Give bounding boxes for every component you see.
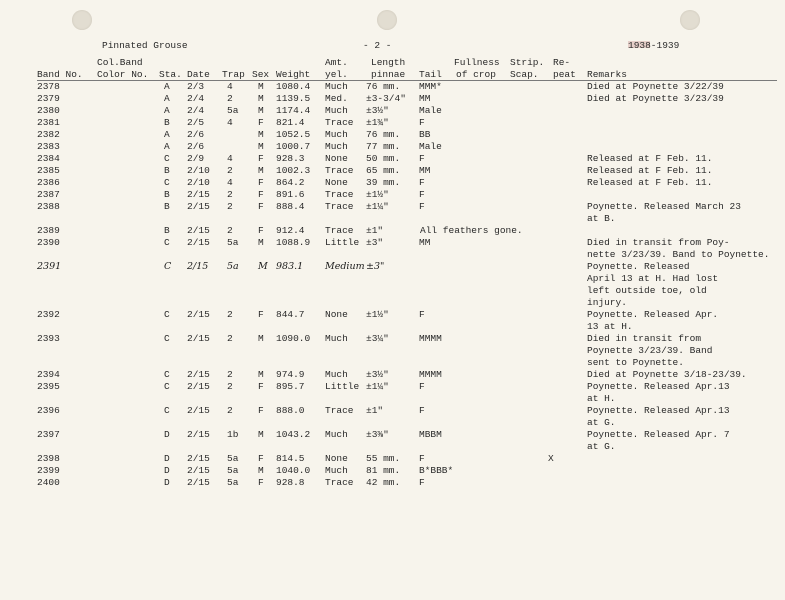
date-cell: 2/6 xyxy=(187,129,205,140)
weight-cell: 864.2 xyxy=(276,177,305,188)
remarks-cell xyxy=(587,177,712,189)
remarks-cell xyxy=(587,369,747,381)
sex-cell: F xyxy=(258,309,264,320)
pinnae-length-cell: 65 mm. xyxy=(366,165,401,176)
station-cell: B xyxy=(164,225,170,236)
tail-cell: F xyxy=(419,117,425,128)
band-no-cell: 2380 xyxy=(37,105,60,116)
remarks-line: Died in transit from Poy- xyxy=(587,237,730,248)
crop-fullness-cell: All feathers gone. xyxy=(420,225,523,236)
tail-cell: F xyxy=(419,201,425,212)
remarks-line: Poynette. Released Apr.13 xyxy=(587,381,730,392)
amount-yellow-cell: None xyxy=(325,453,348,464)
amount-yellow-cell: Trace xyxy=(325,405,354,416)
date-cell: 2/15 xyxy=(187,261,209,272)
weight-cell: 821.4 xyxy=(276,117,305,128)
band-no-cell: 2381 xyxy=(37,117,60,128)
date-cell: 2/15 xyxy=(187,189,210,200)
tail-cell: B*BBB* xyxy=(419,465,454,476)
tail-cell: Male xyxy=(419,141,442,152)
trap-cell: 2 xyxy=(227,333,233,344)
tail-cell: F xyxy=(419,309,425,320)
weight-cell: 1174.4 xyxy=(276,105,311,116)
tail-cell: MM xyxy=(419,237,431,248)
tail-cell: MMM* xyxy=(419,81,442,92)
header-sta: Sta. xyxy=(159,69,182,80)
trap-cell: 2 xyxy=(227,93,233,104)
remarks-line: Died at Poynette 3/22/39 xyxy=(587,81,724,92)
header-amt: Amt. xyxy=(325,57,348,68)
weight-cell: 888.4 xyxy=(276,201,305,212)
trap-cell: 4 xyxy=(227,153,233,164)
weight-cell: 895.7 xyxy=(276,381,305,392)
sex-cell: F xyxy=(258,189,264,200)
remarks-cell xyxy=(587,165,712,177)
amount-yellow-cell: Little xyxy=(325,381,360,392)
remarks-cell xyxy=(587,201,741,225)
header-weight: Weight xyxy=(276,69,311,80)
amount-yellow-cell: Med. xyxy=(325,93,348,104)
date-cell: 2/15 xyxy=(187,429,210,440)
tail-cell: MMMM xyxy=(419,369,442,380)
trap-cell: 2 xyxy=(227,189,233,200)
header-band-no: Band No. xyxy=(37,69,83,80)
station-cell: C xyxy=(164,177,170,188)
date-cell: 2/10 xyxy=(187,177,210,188)
trap-cell: 1b xyxy=(227,429,239,440)
band-no-cell: 2387 xyxy=(37,189,60,200)
station-cell: C xyxy=(164,405,170,416)
header-date: Date xyxy=(187,69,210,80)
station-cell: D xyxy=(164,429,170,440)
remarks-cell xyxy=(587,309,718,333)
pinnae-length-cell: ±3⅜" xyxy=(366,429,389,440)
repeat-cell: X xyxy=(548,453,554,464)
pinnae-length-cell: ±1½" xyxy=(366,189,389,200)
pinnae-length-cell: ±1" xyxy=(366,225,384,236)
tail-cell: F xyxy=(419,453,425,464)
tail-cell: MMMM xyxy=(419,333,442,344)
weight-cell: 814.5 xyxy=(276,453,305,464)
remarks-cell xyxy=(587,81,724,93)
pinnae-length-cell: ±1¾" xyxy=(366,117,389,128)
band-no-cell: 2399 xyxy=(37,465,60,476)
tail-cell: F xyxy=(419,381,425,392)
pinnae-length-cell: 77 mm. xyxy=(366,141,401,152)
band-no-cell: 2394 xyxy=(37,369,60,380)
remarks-line: Died at Poynette 3/18-23/39. xyxy=(587,369,747,380)
tail-cell: BB xyxy=(419,129,431,140)
header-of-crop: of crop xyxy=(456,69,496,80)
remarks-cell xyxy=(587,261,718,309)
sex-cell: F xyxy=(258,381,264,392)
band-no-cell: 2386 xyxy=(37,177,60,188)
sex-cell: M xyxy=(258,237,264,248)
remarks-cell xyxy=(587,381,730,405)
pinnae-length-cell: 55 mm. xyxy=(366,453,401,464)
weight-cell: 1040.0 xyxy=(276,465,311,476)
trap-cell: 5a xyxy=(227,105,239,116)
punch-hole xyxy=(680,10,700,30)
remarks-line: Poynette 3/23/39. Band xyxy=(587,345,713,356)
pinnae-length-cell: ±3" xyxy=(366,237,384,248)
pinnae-length-cell: ±1¼" xyxy=(366,201,389,212)
sex-cell: M xyxy=(258,165,264,176)
tail-cell: MM xyxy=(419,165,431,176)
station-cell: C xyxy=(164,153,170,164)
header-pinnae: pinnae xyxy=(371,69,406,80)
date-cell: 2/6 xyxy=(187,141,205,152)
station-cell: C xyxy=(164,237,170,248)
trap-cell: 5a xyxy=(227,261,239,272)
punch-hole xyxy=(72,10,92,30)
sex-cell: F xyxy=(258,405,264,416)
trap-cell: 2 xyxy=(227,165,233,176)
sex-cell: M xyxy=(258,93,264,104)
tail-cell: F xyxy=(419,177,425,188)
band-no-cell: 2396 xyxy=(37,405,60,416)
amount-yellow-cell: Much xyxy=(325,369,348,380)
tail-cell: MBBM xyxy=(419,429,442,440)
amount-yellow-cell: Much xyxy=(325,129,348,140)
amount-yellow-cell: Much xyxy=(325,81,348,92)
trap-cell: 5a xyxy=(227,237,239,248)
sex-cell: F xyxy=(258,177,264,188)
pinnae-length-cell: 76 mm. xyxy=(366,129,401,140)
amount-yellow-cell: None xyxy=(325,153,348,164)
page-number: - 2 - xyxy=(363,40,392,51)
page-title: Pinnated Grouse xyxy=(102,40,188,51)
header-color-no: Color No. xyxy=(97,69,149,80)
pinnae-length-cell: 39 mm. xyxy=(366,177,401,188)
weight-cell: 974.9 xyxy=(276,369,305,380)
sex-cell: M xyxy=(258,261,268,272)
remarks-line: Released at F Feb. 11. xyxy=(587,153,713,164)
station-cell: C xyxy=(164,309,170,320)
date-cell: 2/15 xyxy=(187,309,210,320)
weight-cell: 1080.4 xyxy=(276,81,311,92)
punch-hole xyxy=(377,10,397,30)
sex-cell: F xyxy=(258,153,264,164)
band-no-cell: 2398 xyxy=(37,453,60,464)
remarks-line: Released at F Feb. 11. xyxy=(587,177,713,188)
date-cell: 2/4 xyxy=(187,105,205,116)
tail-cell: MM xyxy=(419,93,431,104)
weight-cell: 1090.0 xyxy=(276,333,311,344)
sex-cell: M xyxy=(258,105,264,116)
trap-cell: 5a xyxy=(227,453,239,464)
date-cell: 2/15 xyxy=(187,369,210,380)
amount-yellow-cell: Much xyxy=(325,141,348,152)
station-cell: C xyxy=(164,381,170,392)
pinnae-length-cell: 76 mm. xyxy=(366,81,401,92)
date-cell: 2/9 xyxy=(187,153,205,164)
amount-yellow-cell: Much xyxy=(325,429,348,440)
band-no-cell: 2384 xyxy=(37,153,60,164)
amount-yellow-cell: Trace xyxy=(325,225,354,236)
amount-yellow-cell: Much xyxy=(325,333,348,344)
sex-cell: F xyxy=(258,201,264,212)
sex-cell: F xyxy=(258,117,264,128)
date-cell: 2/15 xyxy=(187,225,210,236)
header-peat: peat xyxy=(553,69,576,80)
header-length: Length xyxy=(371,57,406,68)
amount-yellow-cell: None xyxy=(325,177,348,188)
date-cell: 2/15 xyxy=(187,477,210,488)
band-no-cell: 2382 xyxy=(37,129,60,140)
weight-cell: 928.8 xyxy=(276,477,305,488)
band-no-cell: 2400 xyxy=(37,477,60,488)
remarks-line: Died at Poynette 3/23/39 xyxy=(587,93,724,104)
date-cell: 2/15 xyxy=(187,453,210,464)
pinnae-length-cell: 42 mm. xyxy=(366,477,401,488)
remarks-line: Poynette. Released Apr. xyxy=(587,309,719,320)
station-cell: B xyxy=(164,165,170,176)
pinnae-length-cell: ±3¼" xyxy=(366,333,389,344)
header-fullness: Fullness xyxy=(454,57,500,68)
sex-cell: M xyxy=(258,81,264,92)
tail-cell: Male xyxy=(419,105,442,116)
pinnae-length-cell: ±1½" xyxy=(366,309,389,320)
station-cell: C xyxy=(164,261,172,272)
year-range: 1938-1939 xyxy=(628,40,680,51)
station-cell: A xyxy=(164,81,170,92)
band-no-cell: 2390 xyxy=(37,237,60,248)
band-no-cell: 2385 xyxy=(37,165,60,176)
remarks-line: left outside toe, old xyxy=(587,285,707,296)
station-cell: B xyxy=(164,117,170,128)
remarks-cell xyxy=(587,405,730,429)
band-no-cell: 2392 xyxy=(37,309,60,320)
band-no-cell: 2378 xyxy=(37,81,60,92)
weight-cell: 1000.7 xyxy=(276,141,311,152)
amount-yellow-cell: Much xyxy=(325,465,348,476)
sex-cell: F xyxy=(258,453,264,464)
weight-cell: 891.6 xyxy=(276,189,305,200)
station-cell: D xyxy=(164,477,170,488)
amount-yellow-cell: Trace xyxy=(325,201,354,212)
trap-cell: 5a xyxy=(227,477,239,488)
date-cell: 2/5 xyxy=(187,117,205,128)
weight-cell: 1052.5 xyxy=(276,129,311,140)
amount-yellow-cell: Trace xyxy=(325,477,354,488)
tail-cell: F xyxy=(419,153,425,164)
trap-cell: 4 xyxy=(227,177,233,188)
remarks-cell xyxy=(587,333,712,369)
station-cell: A xyxy=(164,129,170,140)
date-cell: 2/3 xyxy=(187,81,205,92)
band-no-cell: 2389 xyxy=(37,225,60,236)
remarks-line: injury. xyxy=(587,297,627,308)
trap-cell: 2 xyxy=(227,309,233,320)
remarks-line: Died in transit from xyxy=(587,333,702,344)
trap-cell: 5a xyxy=(227,465,239,476)
remarks-line: at B. xyxy=(587,213,616,224)
weight-cell: 888.0 xyxy=(276,405,305,416)
header-trap: Trap xyxy=(222,69,245,80)
pinnae-length-cell: ±3½" xyxy=(366,105,389,116)
amount-yellow-cell: Trace xyxy=(325,117,354,128)
sex-cell: M xyxy=(258,333,264,344)
sex-cell: M xyxy=(258,465,264,476)
remarks-line: Poynette. Released xyxy=(587,261,690,272)
station-cell: B xyxy=(164,201,170,212)
band-no-cell: 2379 xyxy=(37,93,60,104)
station-cell: B xyxy=(164,189,170,200)
remarks-cell xyxy=(587,237,769,261)
remarks-line: Poynette. Released Apr.13 xyxy=(587,405,730,416)
amount-yellow-cell: Trace xyxy=(325,189,354,200)
remarks-line: at G. xyxy=(587,441,616,452)
pinnae-length-cell: ±3½" xyxy=(366,369,389,380)
station-cell: C xyxy=(164,369,170,380)
remarks-line: Poynette. Released March 23 xyxy=(587,201,741,212)
band-no-cell: 2391 xyxy=(37,261,62,272)
station-cell: D xyxy=(164,465,170,476)
remarks-cell xyxy=(587,153,712,165)
band-no-cell: 2397 xyxy=(37,429,60,440)
sex-cell: F xyxy=(258,477,264,488)
header-tail: Tail xyxy=(419,69,442,80)
tail-cell: F xyxy=(419,477,425,488)
station-cell: D xyxy=(164,453,170,464)
amount-yellow-cell: Little xyxy=(325,237,360,248)
band-no-cell: 2393 xyxy=(37,333,60,344)
remarks-line: sent to Poynette. xyxy=(587,357,684,368)
date-cell: 2/4 xyxy=(187,93,205,104)
band-no-cell: 2388 xyxy=(37,201,60,212)
tail-cell: F xyxy=(419,405,425,416)
remarks-line: Poynette. Released Apr. 7 xyxy=(587,429,730,440)
remarks-line: April 13 at H. Had lost xyxy=(587,273,719,284)
header-col-band: Col.Band xyxy=(97,57,143,68)
weight-cell: 912.4 xyxy=(276,225,305,236)
trap-cell: 2 xyxy=(227,201,233,212)
pinnae-length-cell: ±3-3/4" xyxy=(366,93,406,104)
remarks-line: Released at F Feb. 11. xyxy=(587,165,713,176)
pinnae-length-cell: 81 mm. xyxy=(366,465,401,476)
date-cell: 2/15 xyxy=(187,405,210,416)
trap-cell: 4 xyxy=(227,117,233,128)
remarks-line: nette 3/23/39. Band to Poynette. xyxy=(587,249,770,260)
header-remarks: Remarks xyxy=(587,69,627,80)
weight-cell: 844.7 xyxy=(276,309,305,320)
weight-cell: 1139.5 xyxy=(276,93,311,104)
remarks-cell xyxy=(587,429,730,453)
remarks-line: at H. xyxy=(587,393,616,404)
band-no-cell: 2395 xyxy=(37,381,60,392)
band-no-cell: 2383 xyxy=(37,141,60,152)
amount-yellow-cell: Trace xyxy=(325,165,354,176)
amount-yellow-cell: Medium xyxy=(325,261,365,272)
remarks-line: at G. xyxy=(587,417,616,428)
sex-cell: M xyxy=(258,429,264,440)
pinnae-length-cell: ±3" xyxy=(366,261,385,272)
weight-cell: 1043.2 xyxy=(276,429,311,440)
trap-cell: 2 xyxy=(227,405,233,416)
weight-cell: 928.3 xyxy=(276,153,305,164)
weight-cell: 1088.9 xyxy=(276,237,311,248)
station-cell: C xyxy=(164,333,170,344)
date-cell: 2/15 xyxy=(187,381,210,392)
pinnae-length-cell: ±1¼" xyxy=(366,381,389,392)
weight-cell: 983.1 xyxy=(276,261,304,272)
trap-cell: 4 xyxy=(227,81,233,92)
trap-cell: 2 xyxy=(227,381,233,392)
date-cell: 2/10 xyxy=(187,165,210,176)
header-repeat: Re- xyxy=(553,57,571,68)
sex-cell: M xyxy=(258,141,264,152)
trap-cell: 2 xyxy=(227,225,233,236)
header-scap: Scap. xyxy=(510,69,539,80)
tail-cell: F xyxy=(419,189,425,200)
weight-cell: 1002.3 xyxy=(276,165,311,176)
sex-cell: M xyxy=(258,369,264,380)
sex-cell: M xyxy=(258,129,264,140)
pinnae-length-cell: 50 mm. xyxy=(366,153,401,164)
pinnae-length-cell: ±1" xyxy=(366,405,384,416)
date-cell: 2/15 xyxy=(187,201,210,212)
header-yel: yel. xyxy=(325,69,348,80)
date-cell: 2/15 xyxy=(187,237,210,248)
remarks-cell xyxy=(587,93,724,105)
date-cell: 2/15 xyxy=(187,333,210,344)
station-cell: A xyxy=(164,93,170,104)
station-cell: A xyxy=(164,105,170,116)
station-cell: A xyxy=(164,141,170,152)
header-sex: Sex xyxy=(252,69,270,80)
amount-yellow-cell: Much xyxy=(325,105,348,116)
date-cell: 2/15 xyxy=(187,465,210,476)
amount-yellow-cell: None xyxy=(325,309,348,320)
remarks-line: 13 at H. xyxy=(587,321,633,332)
header-strip: Strip. xyxy=(510,57,545,68)
trap-cell: 2 xyxy=(227,369,233,380)
sex-cell: F xyxy=(258,225,264,236)
